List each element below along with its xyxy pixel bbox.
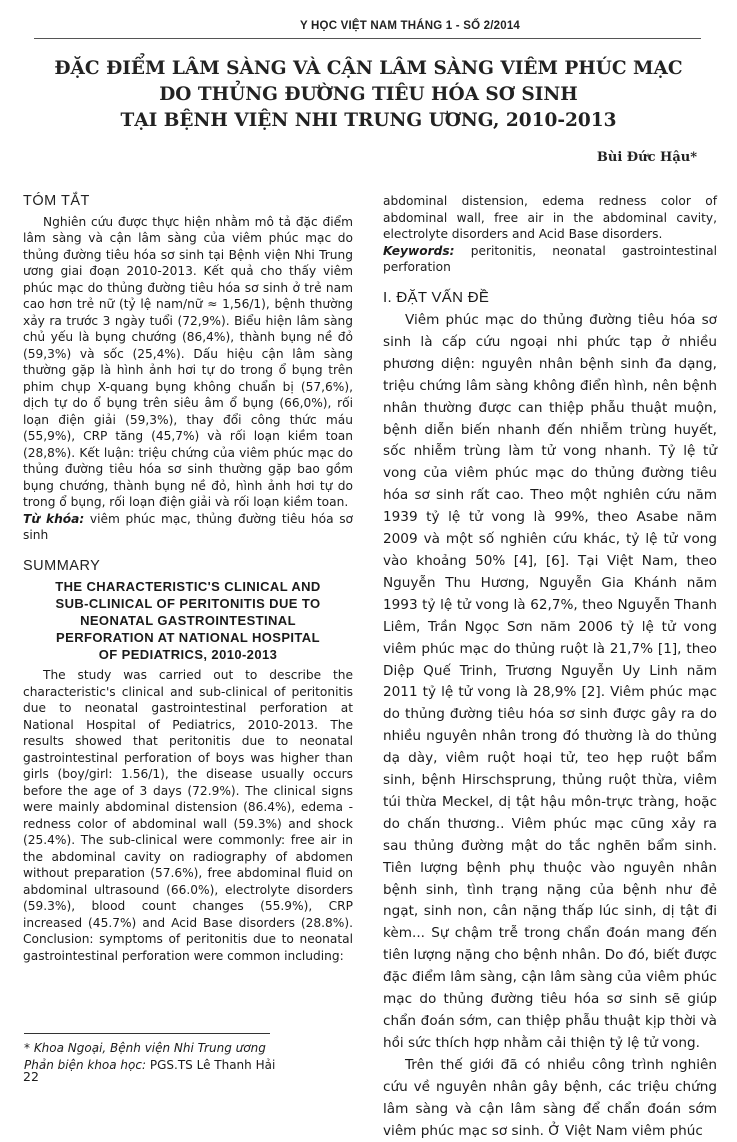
keywords-vi-value: viêm phúc mạc, thủng đường tiêu hóa sơ sinh — [23, 511, 353, 542]
keywords-vi-label: Từ khóa: — [23, 511, 85, 526]
summary-heading: SUMMARY — [23, 557, 101, 574]
reviewer-label: Phản biện khoa học: — [24, 1058, 147, 1072]
footnote-rule — [24, 1033, 270, 1034]
page-number: 22 — [23, 1069, 39, 1084]
footnote-affiliation: * Khoa Ngoại, Bệnh viện Nhi Trung ương — [24, 1041, 266, 1055]
summary-title — [23, 578, 353, 663]
title-line-1: ĐẶC ĐIỂM LÂM SÀNG VÀ CẬN LÂM SÀNG VIÊM PHÚC MẠC — [54, 58, 683, 79]
article-title — [36, 56, 701, 134]
section-1-para-2: Trên thế giới đã có nhiều công trình nghiên cứu về nguyên nhân gây bệnh, các triệu chứng lâm sàng và cận lâm sàng để chẩn đoán sớm viêm phúc mạc sơ sinh. Ở Việt Nam viêm phúc — [383, 1056, 717, 1139]
title-line-2: DO THỦNG ĐƯỜNG TIÊU HÓA SƠ SINH — [159, 84, 578, 105]
summary-title-line-5: OF PEDIATRICS, 2010-2013 — [98, 647, 278, 662]
section-1-heading: I. ĐẶT VẤN ĐỀ — [383, 288, 490, 306]
right-column — [383, 193, 717, 1142]
summary-text: The study was carried out to describe the characteristic's clinical and sub-clinical of peritonitis due to neonatal gastrointestinal perforation at National Hospital of Pediatrics, 2010-2013. The results showed that peritonitis due to neonatal gastrointestinal perforation of boys was higher than girls (boy/girl: 1.56/1), the disease usually occurs before the age of 3 days (72.9%). The clinical signs were mainly abdominal distension (86.4%), edema - redness color of abdominal wall (59.3%) and shock (25.4%). The sub-clinical were commonly: free air in the abdominal cavity on radiography of abdomen without preparation (57.6%), free abdominal fluid on abdominal ultrasound (66.0%), electrolyte disorders (59.3%), blood count changes (55.9%), CRP increased (45.7%) and Acid Base disorders (28.8%). Conclusion: symptoms of peritonitis due to neonatal gastrointestinal perforation were common including: — [23, 668, 353, 963]
journal-header: Y HỌC VIỆT NAM THÁNG 1 - SỐ 2/2014 — [299, 20, 521, 32]
header-rule — [34, 38, 701, 39]
summary-title-line-4: PERFORATION AT NATIONAL HOSPITAL — [56, 630, 320, 645]
section-1-para-1: Viêm phúc mạc do thủng đường tiêu hóa sơ sinh là cấp cứu ngoại nhi phức tạp ở nhiều phương diện: nguyên nhân bệnh sinh đa dạng, triệu chứng lâm sàng không điển hình, nên bệnh nhân thường được can thiệp phẫu thuật muộn, bệnh diễn biến nhanh đến nhiễm trùng huyết, sốc nhiễm trùng làm tử vong nhanh. Tỷ lệ tử vong của viêm phúc mạc do thủng đường tiêu hóa sơ sinh rất cao. Theo một nghiên cứu năm 1939 tỷ lệ tử vong là 99%, theo Asabe năm 2009 và một số nghiên cứu khác, tỷ lệ tử vong vào khoảng 50% [4], [6]. Tại Việt Nam, theo Nguyễn Thu Hương, Nguyễn Gia Khánh năm 1993 tỷ lệ tử vong là 62,7%, theo Nguyễn Thanh Liêm, Trần Ngọc Sơn năm 2006 tỷ lệ tử vong viêm phúc mạc do thủng ruột là 21,7% [1], theo Diệp Quế Trinh, Trương Nguyễn Uy Linh năm 2011 tỷ lệ tử vong là 28,9% [2]. Viêm phúc mạc do thủng đường tiêu hóa sơ sinh được gây ra do nhiều nguyên nhân trong đó thường là do thủng dạ dày, viêm ruột hoại tử, teo hẹp ruột bẩm sinh, bệnh Hirschsprung, thủng ruột thừa, viêm túi thừa Meckel, dị tật hậu môn-trực tràng, hoặc do chấn thương.. Viêm phúc mạc cũng xảy ra sau thủng đường mật do tắc nghẽn bẩm sinh. Tiên lượng bệnh phụ thuộc vào nguyên nhân bệnh sinh, tình trạng nặng của bệnh như đẻ ngạt, sinh non, cân nặng thấp lúc sinh, dị tật đi kèm... Sự chậm trễ trong chẩn đoán mang đến tiên lượng nặng cho bệnh nhân. Do đó, biết được đặc điểm lâm sàng, cận lâm sàng của viêm phúc mạc do thủng đường tiêu hóa sơ sinh sẽ giúp chẩn đoán sớm, can thiệp phẫu thuật kịp thời và hồi sức thích hợp nhằm cải thiện tỷ lệ tử vong. — [383, 312, 717, 1051]
summary-title-line-1: THE CHARACTERISTIC'S CLINICAL AND — [55, 579, 321, 594]
summary-text-continued: abdominal distension, edema redness color of abdominal wall, free air in the abdominal cavity, electrolyte disorders and Acid Base disorders. — [383, 194, 717, 241]
footnote-reviewer — [24, 1057, 354, 1074]
reviewer-name: PGS.TS Lê Thanh Hải — [149, 1058, 276, 1072]
summary-title-line-3: NEONATAL GASTROINTESTINAL — [80, 613, 296, 628]
summary-keywords — [383, 243, 717, 276]
title-line-3: TẠI BỆNH VIỆN NHI TRUNG ƯƠNG, 2010-2013 — [120, 110, 617, 131]
abstract-vi-text: Nghiên cứu được thực hiện nhằm mô tả đặc điểm lâm sàng và cận lâm sàng của viêm phúc mạc do thủng đường tiêu hóa sơ sinh tại Bệnh viện Nhi Trung ương giai đoạn 2010-2013. Kết quả cho thấy viêm phúc mạc do thủng đường tiêu hóa sơ sinh ở trẻ nam cao hơn trẻ nữ (tỷ lệ nam/nữ ≈ 1,56/1), bệnh thường xảy ra trước 3 ngày tuổi (72,9%). Biểu hiện lâm sàng chủ yếu là bụng chướng (86,4%), thành bụng nề đỏ (59,3%) và sốc (25,4%). Dấu hiệu cận lâm sàng thường gặp là hình ảnh hơi tự do trong ổ bụng trên phim chụp X-quang bụng không chuẩn bị (57,6%), dịch tự do ổ bụng trên siêu âm ổ bụng (66,0%), rối loạn điện giải (59,3%), thay đổi công thức máu (55,9%), CRP tăng (45,7%) và rối loạn kiềm toan (28,8%). Kết luận: triệu chứng của viêm phúc mạc do thủng đường tiêu hóa sơ sinh thường gặp bao gồm bụng chướng, thành bụng nề đỏ, hình ảnh hơi tự do trong ổ bụng, rối loạn điện giải và rối loạn kiềm toan. — [23, 214, 353, 509]
summary-title-line-2: SUB-CLINICAL OF PERITONITIS DUE TO — [55, 596, 321, 611]
keywords-en-label: Keywords: — [383, 243, 455, 258]
keywords-en-value: peritonitis, neonatal gastrointestinal perforation — [383, 243, 717, 274]
abstract-vi-keywords — [23, 511, 353, 544]
left-column — [23, 193, 353, 964]
author-name: Bùi Đức Hậu* — [596, 150, 697, 165]
section-1-body — [383, 310, 717, 1142]
abstract-vi-heading: TÓM TẮT — [23, 193, 90, 209]
footnote — [24, 1040, 354, 1074]
